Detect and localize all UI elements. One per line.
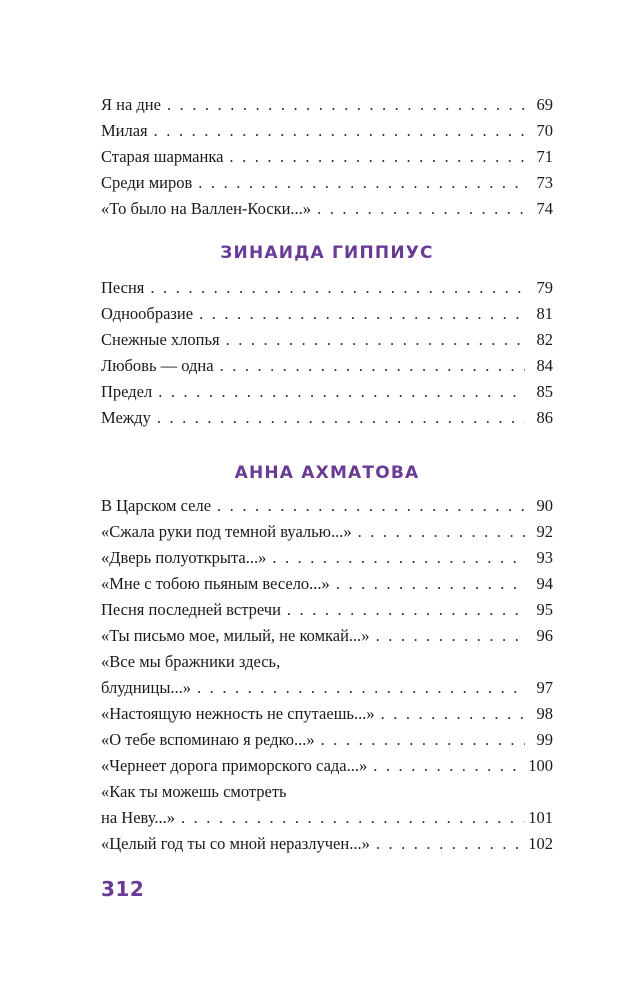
dot-leader xyxy=(217,493,525,519)
entry-page-number: 94 xyxy=(536,574,553,593)
dot-leader xyxy=(358,519,525,545)
entry-page-number: 85 xyxy=(536,382,553,401)
toc-entry[interactable] xyxy=(101,327,553,353)
dot-leader xyxy=(220,353,525,379)
entry-title: Снежные хлопья xyxy=(101,330,220,349)
toc-entry[interactable] xyxy=(101,144,553,170)
entry-page-number: 102 xyxy=(528,834,553,853)
entry-title: Песня последней встречи xyxy=(101,600,281,619)
entry-title: Я на дне xyxy=(101,95,161,114)
entry-page-number: 86 xyxy=(536,408,553,427)
dot-leader xyxy=(229,144,525,170)
toc-entry[interactable] xyxy=(101,196,553,222)
entry-title: «О тебе вспоминаю я редко...» xyxy=(101,730,315,749)
entry-title: «Мне с тобою пьяным весело...» xyxy=(101,574,330,593)
entry-page-number: 69 xyxy=(536,95,553,114)
entry-page-number: 90 xyxy=(536,496,553,515)
entry-second-line xyxy=(101,675,553,701)
dot-leader xyxy=(321,727,525,753)
entry-page-number: 84 xyxy=(536,356,553,375)
toc-entry[interactable] xyxy=(101,649,553,701)
entry-title: Однообразие xyxy=(101,304,194,323)
entry-page-number: 96 xyxy=(536,626,553,645)
entry-title: «Целый год ты со мной неразлучен...» xyxy=(101,834,370,853)
entry-second-line xyxy=(101,805,553,831)
entry-title: «Ты письмо мое, милый, не комкай...» xyxy=(101,626,370,645)
entry-title: Старая шарманка xyxy=(101,147,224,166)
toc-section-akhmatova xyxy=(101,493,553,857)
entry-page-number: 95 xyxy=(536,600,553,619)
entry-page-number: 74 xyxy=(536,199,553,218)
toc-entry[interactable] xyxy=(101,92,553,118)
entry-title: Милая xyxy=(101,121,148,140)
dot-leader xyxy=(199,301,525,327)
entry-title: «Сжала руки под темной вуалью...» xyxy=(101,522,352,541)
dot-leader xyxy=(154,118,525,144)
toc-entry[interactable] xyxy=(101,623,553,649)
entry-page-number: 97 xyxy=(536,678,553,697)
entry-title: Среди миров xyxy=(101,173,193,192)
toc-entry[interactable] xyxy=(101,545,553,571)
entry-title: «То было на Валлен-Коски...» xyxy=(101,199,312,218)
dot-leader xyxy=(181,805,524,831)
entry-page-number: 100 xyxy=(528,756,553,775)
entry-title: Песня xyxy=(101,278,145,297)
toc-entry[interactable] xyxy=(101,301,553,327)
author-heading-akhmatova: АННА АХМАТОВА xyxy=(234,463,420,483)
toc-entry[interactable] xyxy=(101,753,553,779)
toc-entry[interactable] xyxy=(101,779,553,831)
entry-title: В Царском селе xyxy=(101,496,212,515)
toc-entry[interactable] xyxy=(101,118,553,144)
entry-title: «Чернеет дорога приморского сада...» xyxy=(101,756,368,775)
entry-page-number: 71 xyxy=(536,147,553,166)
entry-page-number: 81 xyxy=(536,304,553,323)
entry-title-line1: «Все мы бражники здесь, xyxy=(101,652,281,671)
dot-leader xyxy=(272,545,525,571)
entry-title-line2: блудницы...» xyxy=(101,678,192,697)
dot-leader xyxy=(376,623,525,649)
toc-section-gippius xyxy=(101,275,553,431)
dot-leader xyxy=(226,327,525,353)
entry-page-number: 93 xyxy=(536,548,553,567)
page-number: 312 xyxy=(101,877,145,901)
toc-entry[interactable] xyxy=(101,405,553,431)
entry-page-number: 92 xyxy=(536,522,553,541)
entry-title: «Дверь полуоткрыта...» xyxy=(101,548,267,567)
dot-leader xyxy=(167,92,525,118)
entry-page-number: 98 xyxy=(536,704,553,723)
toc-entry[interactable] xyxy=(101,353,553,379)
dot-leader xyxy=(150,275,525,301)
toc-entry[interactable] xyxy=(101,571,553,597)
entry-page-number: 79 xyxy=(536,278,553,297)
toc-entry[interactable] xyxy=(101,493,553,519)
toc-entry[interactable] xyxy=(101,170,553,196)
entry-page-number: 70 xyxy=(536,121,553,140)
dot-leader xyxy=(158,379,525,405)
entry-title-line2: на Неву...» xyxy=(101,808,175,827)
dot-leader xyxy=(287,597,525,623)
toc-entry[interactable] xyxy=(101,701,553,727)
entry-title: «Настоящую нежность не спутаешь...» xyxy=(101,704,375,723)
toc-entry[interactable] xyxy=(101,519,553,545)
toc-entry[interactable] xyxy=(101,597,553,623)
entry-page-number: 73 xyxy=(536,173,553,192)
toc-entry[interactable] xyxy=(101,275,553,301)
dot-leader xyxy=(198,170,525,196)
entry-title: Предел xyxy=(101,382,153,401)
dot-leader xyxy=(317,196,525,222)
entry-title: Между xyxy=(101,408,151,427)
dot-leader xyxy=(197,675,525,701)
toc-section-continued xyxy=(101,92,553,222)
entry-title-line1: «Как ты можешь смотреть xyxy=(101,782,287,801)
toc-entry[interactable] xyxy=(101,727,553,753)
entry-title: Любовь — одна xyxy=(101,356,214,375)
dot-leader xyxy=(376,831,524,857)
entry-page-number: 99 xyxy=(536,730,553,749)
entry-page-number: 82 xyxy=(536,330,553,349)
dot-leader xyxy=(373,753,524,779)
author-heading-gippius: ЗИНАИДА ГИППИУС xyxy=(220,243,434,263)
toc-entry[interactable] xyxy=(101,379,553,405)
table-of-contents xyxy=(101,92,553,857)
entry-page-number: 101 xyxy=(528,808,553,827)
dot-leader xyxy=(381,701,525,727)
toc-entry[interactable] xyxy=(101,831,553,857)
dot-leader xyxy=(157,405,525,431)
dot-leader xyxy=(336,571,525,597)
